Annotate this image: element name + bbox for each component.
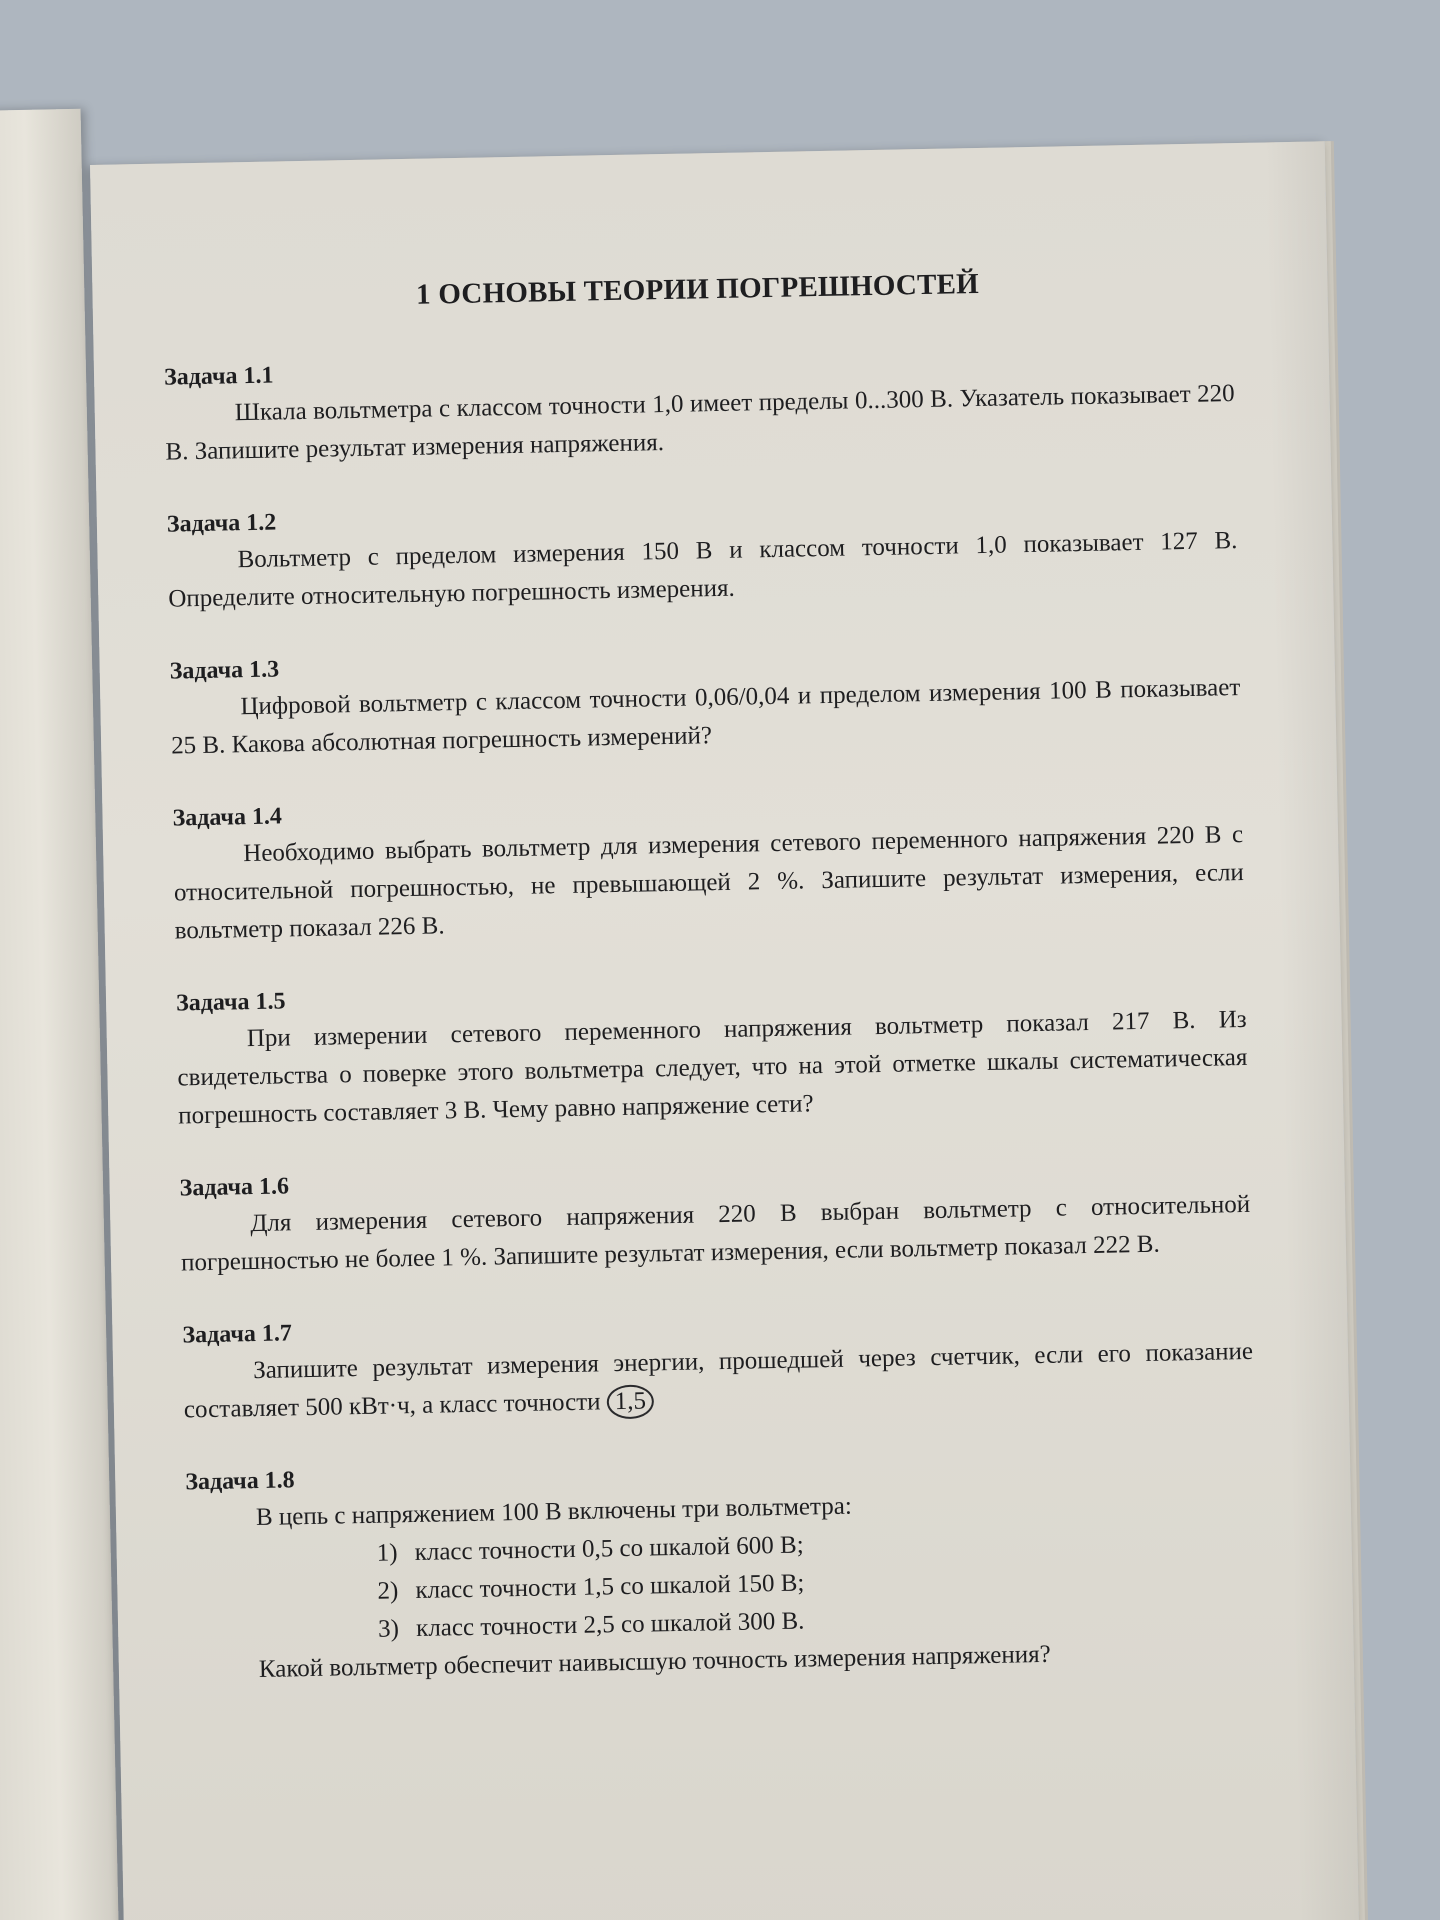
chapter-title: 1 ОСНОВЫ ТЕОРИИ ПОГРЕШНОСТЕЙ	[415, 267, 980, 311]
task-1-6	[179, 1155, 1251, 1283]
task-heading: Задача 1.5	[175, 988, 286, 1017]
task-1-1	[164, 344, 1236, 472]
circled-accuracy-class: 1,5	[606, 1384, 654, 1419]
page-content	[162, 263, 1260, 1730]
task-heading: Задача 1.4	[172, 803, 283, 832]
task-text	[183, 1333, 1254, 1430]
task-1-2	[167, 491, 1239, 619]
option-text: класс точности 0,5 со шкалой 600 В;	[414, 1531, 804, 1567]
task-heading: Задача 1.6	[179, 1173, 290, 1202]
option-number: 1)	[376, 1539, 398, 1567]
option-text: класс точности 1,5 со шкалой 150 В;	[415, 1569, 805, 1605]
task-1-5	[176, 970, 1249, 1136]
option-number: 3)	[377, 1615, 400, 1643]
task-heading: Задача 1.3	[169, 656, 280, 685]
task-question: Какой вольтметр обеспечит наивысшую точность измерения напряжения?	[258, 1640, 1051, 1684]
task-text: При измерении сетевого переменного напряжения вольтметр показал 217 В. Из свидетельства о поверке этого вольтметра следует, что на этой отметке шкалы систематическая погрешность составляет 3 В. Чему равно напряжение сети?	[177, 1005, 1248, 1130]
task-heading: Задача 1.2	[166, 509, 277, 538]
option-text: класс точности 2,5 со шкалой 300 В.	[415, 1607, 805, 1643]
option-number: 2)	[377, 1577, 399, 1605]
task-1-3	[169, 638, 1241, 766]
task-heading: Задача 1.1	[163, 362, 274, 391]
task-heading: Задача 1.8	[185, 1467, 295, 1496]
task-text: Вольтметр с пределом измерения 150 В и классом точности 1,0 показывает 127 В. Определите относительную погрешность измерения.	[168, 527, 1238, 613]
task-heading: Задача 1.7	[182, 1320, 293, 1349]
voltmeter-options-list	[376, 1518, 1258, 1649]
task-1-4	[172, 785, 1245, 951]
task-text: Необходимо выбрать вольтметр для измерения сетевого переменного напряжения 220 В с относительной погрешностью, не превышающей 2 %. Запишите результат измерения, если вольтметр показал 226 В.	[173, 820, 1245, 945]
task-text: В цепь с напряжением 100 В включены три вольтметра:	[255, 1492, 853, 1532]
task-text: Цифровой вольтметр с классом точности 0,06/0,04 и пределом измерения 100 В показывает 25 В. Какова абсолютная погрешность измерений?	[170, 674, 1241, 760]
task-1-8	[185, 1449, 1259, 1691]
page-shadow	[1265, 141, 1360, 1920]
task-text: Шкала вольтметра с классом точности 1,0 имеет пределы 0...300 В. Указатель показывает 220 В. Запишите результат измерения напряжения.	[165, 380, 1235, 466]
task-text-body: Запишите результат измерения энергии, прошедшей через счетчик, если его показание составляет 500 кВт·ч, а класс точности	[183, 1337, 1254, 1424]
task-1-7	[182, 1302, 1254, 1430]
book-page	[90, 141, 1359, 1920]
task-text: Для измерения сетевого напряжения 220 В выбран вольтметр с относительной погрешностью не более 1 %. Запишите результат измерения, если вольтметр показал 222 В.	[180, 1190, 1251, 1277]
